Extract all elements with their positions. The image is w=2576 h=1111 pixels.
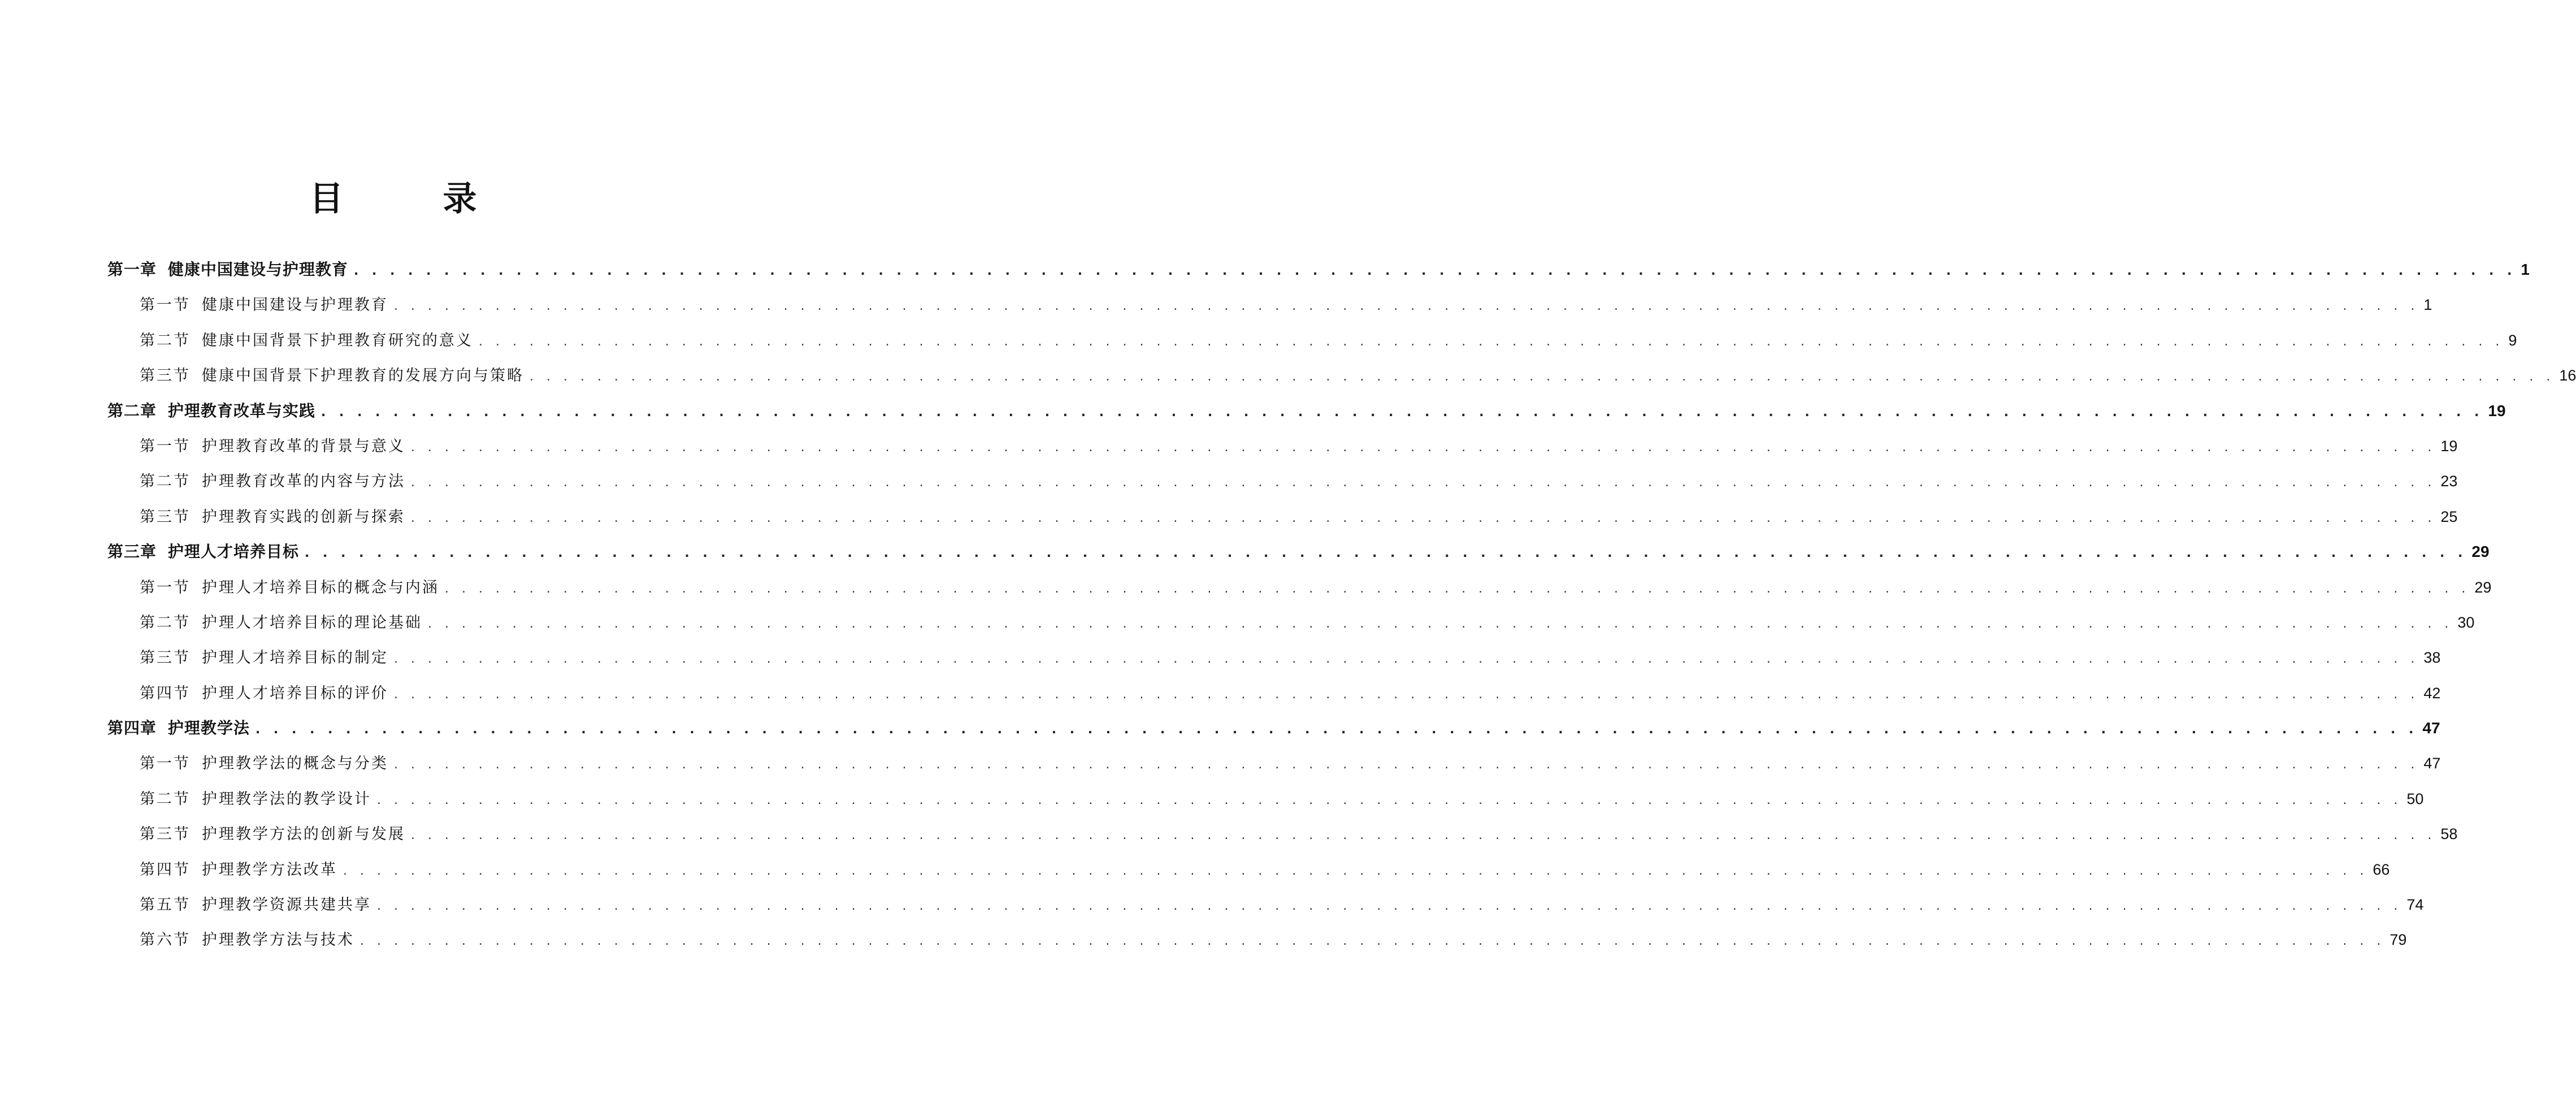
dot-leader: . . . . . . . . . . . . . . . . . . . . . . . . . . . . . . . . . . . . . . . . . . . . . . . . . . . . . . . . . . . . . . . . . . . . . . . . . . . . . . . . . . . . . . . . . . . . . . . . . . . . . . . . . . . . . . . . . . . . . . . . [479,334,2504,349]
entry-label [140,288,388,323]
toc-section-entry[interactable] [107,816,2458,851]
entry-page-number: 25 [2440,508,2458,525]
toc-chapter-entry[interactable] [107,534,2490,569]
entry-title: 护理教育改革与实践 [168,401,316,420]
entry-number: 第三节 [140,508,190,526]
entry-page-number: 19 [2440,437,2458,455]
dot-leader: . . . . . . . . . . . . . . . . . . . . . . . . . . . . . . . . . . . . . . . . . . . . . . . . . . . . . . . . . . . . . . . . . . . . . . . . . . . . . . . . . . . . . . . . . . . . . . . . . . . . . . . . . . . . . . . . . . . . . . . . [343,863,2369,878]
entry-page-number: 30 [2457,613,2475,631]
toc-section-entry[interactable] [107,640,2441,675]
dot-leader: . . . . . . . . . . . . . . . . . . . . . . . . . . . . . . . . . . . . . . . . . . . . . . . . . . . . . . . . . . . . . . . . . . . . . . . . . . . . . . . . . . . . . . . . . . . . . . . . . . . . . . . . . . . . . . . . . . . . . . . . [411,828,2436,843]
entry-number: 第六节 [140,931,190,949]
toc-section-entry[interactable] [107,499,2458,534]
entry-number: 第四章 [107,719,157,738]
dot-leader: . . . . . . . . . . . . . . . . . . . . . . . . . . . . . . . . . . . . . . . . . . . . . . . . . . . . . . . . . . . . . . . . . . . . . . . . . . . . . . . . . . . . . . . . . . . . . . . . . . . . . . . . . . . . . . . . . . . . . . . . [354,264,2517,278]
entry-label [140,429,405,464]
entry-number: 第二节 [140,331,190,349]
dot-leader: . . . . . . . . . . . . . . . . . . . . . . . . . . . . . . . . . . . . . . . . . . . . . . . . . . . . . . . . . . . . . . . . . . . . . . . . . . . . . . . . . . . . . . . . . . . . . . . . . . . . . . . . . . . . . . . . . . . . . . . . [394,652,2419,667]
dot-leader: . . . . . . . . . . . . . . . . . . . . . . . . . . . . . . . . . . . . . . . . . . . . . . . . . . . . . . . . . . . . . . . . . . . . . . . . . . . . . . . . . . . . . . . . . . . . . . . . . . . . . . . . . . . . . . . . . . . . . . . . [394,687,2419,702]
entry-number: 第四节 [140,861,190,879]
entry-label [140,923,354,958]
entry-number: 第三节 [140,825,190,844]
entry-title: 护理人才培养目标的理论基础 [202,613,422,632]
entry-title: 护理人才培养目标的概念与内涵 [202,578,439,596]
entry-title: 护理教学法的教学设计 [202,790,371,808]
toc-section-entry[interactable] [107,323,2517,358]
entry-page-number: 1 [2521,261,2530,278]
entry-page-number: 38 [2423,649,2441,667]
entry-page-number: 23 [2440,473,2458,490]
entry-page-number: 9 [2508,331,2517,349]
toc-section-entry[interactable] [107,746,2441,781]
entry-page-number: 79 [2389,931,2407,949]
entry-title: 健康中国背景下护理教育研究的意义 [202,331,473,349]
entry-page-number: 1 [2423,296,2432,314]
toc-section-entry[interactable] [107,922,2407,957]
dot-leader: . . . . . . . . . . . . . . . . . . . . . . . . . . . . . . . . . . . . . . . . . . . . . . . . . . . . . . . . . . . . . . . . . . . . . . . . . . . . . . . . . . . . . . . . . . . . . . . . . . . . . . . . . . . . . . . . . . . . . . . . [255,723,2418,737]
entry-number: 第四节 [140,684,190,702]
entry-label [107,711,250,746]
entry-label [140,500,405,535]
entry-label [140,323,473,358]
entry-number: 第二章 [107,401,157,420]
entry-number: 第一节 [140,437,190,455]
entry-label [140,570,439,606]
entry-title: 护理教学资源共建共享 [202,896,371,914]
dot-leader: . . . . . . . . . . . . . . . . . . . . . . . . . . . . . . . . . . . . . . . . . . . . . . . . . . . . . . . . . . . . . . . . . . . . . . . . . . . . . . . . . . . . . . . . . . . . . . . . . . . . . . . . . . . . . . . . . . . . . . . . [394,758,2419,772]
entry-number: 第三章 [107,542,157,561]
entry-label [140,464,405,499]
entry-title: 护理教学方法改革 [202,861,337,879]
entry-title: 护理教学法 [168,719,250,738]
page-title: 目 录 [309,179,510,219]
entry-number: 第三节 [140,367,190,385]
entry-title: 护理人才培养目标的制定 [202,649,388,667]
dot-leader: . . . . . . . . . . . . . . . . . . . . . . . . . . . . . . . . . . . . . . . . . . . . . . . . . . . . . . . . . . . . . . . . . . . . . . . . . . . . . . . . . . . . . . . . . . . . . . . . . . . . . . . . . . . . . . . . . . . . . . . . [394,299,2419,314]
entry-label [140,853,337,888]
entry-title: 健康中国建设与护理教育 [168,260,349,279]
toc-section-entry[interactable] [107,781,2424,816]
dot-leader: . . . . . . . . . . . . . . . . . . . . . . . . . . . . . . . . . . . . . . . . . . . . . . . . . . . . . . . . . . . . . . . . . . . . . . . . . . . . . . . . . . . . . . . . . . . . . . . . . . . . . . . . . . . . . . . . . . . . . . . . [411,511,2436,525]
entry-title: 护理教育改革的背景与意义 [202,437,405,455]
entry-label [140,888,371,923]
entry-number: 第二节 [140,790,190,808]
entry-page-number: 47 [2423,755,2441,772]
entry-label [140,782,371,817]
entry-title: 健康中国背景下护理教育的发展方向与策略 [202,367,524,385]
entry-page-number: 47 [2422,719,2440,737]
entry-number: 第三节 [140,649,190,667]
entry-label [140,746,388,781]
entry-page-number: 74 [2406,896,2424,914]
toc-section-entry[interactable] [107,358,2576,393]
toc-section-entry[interactable] [107,676,2441,711]
dot-leader: . . . . . . . . . . . . . . . . . . . . . . . . . . . . . . . . . . . . . . . . . . . . . . . . . . . . . . . . . . . . . . . . . . . . . . . . . . . . . . . . . . . . . . . . . . . . . . . . . . . . . . . . . . . . . . . . . . . . . . . . [305,546,2467,561]
entry-page-number: 42 [2423,684,2441,702]
entry-label [107,394,315,429]
entry-page-number: 66 [2373,861,2390,878]
entry-title: 护理教学方法与技术 [202,931,354,949]
dot-leader: . . . . . . . . . . . . . . . . . . . . . . . . . . . . . . . . . . . . . . . . . . . . . . . . . . . . . . . . . . . . . . . . . . . . . . . . . . . . . . . . . . . . . . . . . . . . . . . . . . . . . . . . . . . . . . . . . . . . . . . . [360,934,2386,949]
entry-label [140,676,388,711]
entry-title: 护理教学法的概念与分类 [202,755,388,773]
entry-number: 第二节 [140,473,190,491]
toc-section-entry[interactable] [107,429,2458,464]
entry-title: 护理人才培养目标 [168,542,300,561]
toc-section-entry[interactable] [107,287,2432,322]
toc-section-entry[interactable] [107,570,2492,605]
dot-leader: . . . . . . . . . . . . . . . . . . . . . . . . . . . . . . . . . . . . . . . . . . . . . . . . . . . . . . . . . . . . . . . . . . . . . . . . . . . . . . . . . . . . . . . . . . . . . . . . . . . . . . . . . . . . . . . . . . . . . . . . [428,616,2453,631]
entry-title: 护理教学方法的创新与发展 [202,825,405,844]
entry-label [140,817,405,852]
entry-title: 护理教育实践的创新与探索 [202,508,405,526]
entry-page-number: 29 [2471,543,2490,561]
entry-title: 护理教育改革的内容与方法 [202,473,405,491]
entry-number: 第一章 [107,260,157,279]
toc-section-entry[interactable] [107,605,2475,640]
toc-chapter-entry[interactable] [107,394,2506,429]
entry-label [140,606,422,641]
table-of-contents [107,252,2576,958]
entry-label [140,358,524,394]
entry-title: 护理人才培养目标的评价 [202,684,388,702]
dot-leader: . . . . . . . . . . . . . . . . . . . . . . . . . . . . . . . . . . . . . . . . . . . . . . . . . . . . . . . . . . . . . . . . . . . . . . . . . . . . . . . . . . . . . . . . . . . . . . . . . . . . . . . . . . . . . . . . . . . . . . . . [445,581,2470,596]
entry-number: 第五节 [140,896,190,914]
entry-number: 第二节 [140,613,190,632]
dot-leader: . . . . . . . . . . . . . . . . . . . . . . . . . . . . . . . . . . . . . . . . . . . . . . . . . . . . . . . . . . . . . . . . . . . . . . . . . . . . . . . . . . . . . . . . . . . . . . . . . . . . . . . . . . . . . . . . . . . . . . . . [530,370,2555,384]
toc-chapter-entry[interactable] [107,252,2530,287]
entry-number: 第一节 [140,296,190,314]
entry-page-number: 50 [2406,790,2424,807]
dot-leader: . . . . . . . . . . . . . . . . . . . . . . . . . . . . . . . . . . . . . . . . . . . . . . . . . . . . . . . . . . . . . . . . . . . . . . . . . . . . . . . . . . . . . . . . . . . . . . . . . . . . . . . . . . . . . . . . . . . . . . . . [377,793,2402,807]
entry-number: 第一节 [140,755,190,773]
toc-section-entry[interactable] [107,887,2424,922]
entry-page-number: 58 [2440,825,2458,843]
dot-leader: . . . . . . . . . . . . . . . . . . . . . . . . . . . . . . . . . . . . . . . . . . . . . . . . . . . . . . . . . . . . . . . . . . . . . . . . . . . . . . . . . . . . . . . . . . . . . . . . . . . . . . . . . . . . . . . . . . . . . . . . [411,475,2436,490]
entry-label [107,534,299,569]
entry-page-number: 19 [2488,401,2506,420]
dot-leader: . . . . . . . . . . . . . . . . . . . . . . . . . . . . . . . . . . . . . . . . . . . . . . . . . . . . . . . . . . . . . . . . . . . . . . . . . . . . . . . . . . . . . . . . . . . . . . . . . . . . . . . . . . . . . . . . . . . . . . . . [377,899,2402,914]
entry-page-number: 29 [2474,578,2492,596]
dot-leader: . . . . . . . . . . . . . . . . . . . . . . . . . . . . . . . . . . . . . . . . . . . . . . . . . . . . . . . . . . . . . . . . . . . . . . . . . . . . . . . . . . . . . . . . . . . . . . . . . . . . . . . . . . . . . . . . . . . . . . . . [411,440,2436,455]
entry-page-number: 16 [2559,367,2576,384]
entry-title: 健康中国建设与护理教育 [202,296,388,314]
toc-section-entry[interactable] [107,852,2390,887]
toc-section-entry[interactable] [107,464,2458,499]
toc-chapter-entry[interactable] [107,711,2440,746]
entry-label [140,641,388,676]
dot-leader: . . . . . . . . . . . . . . . . . . . . . . . . . . . . . . . . . . . . . . . . . . . . . . . . . . . . . . . . . . . . . . . . . . . . . . . . . . . . . . . . . . . . . . . . . . . . . . . . . . . . . . . . . . . . . . . . . . . . . . . . [321,405,2484,420]
entry-number: 第一节 [140,578,190,596]
entry-label [107,252,348,287]
